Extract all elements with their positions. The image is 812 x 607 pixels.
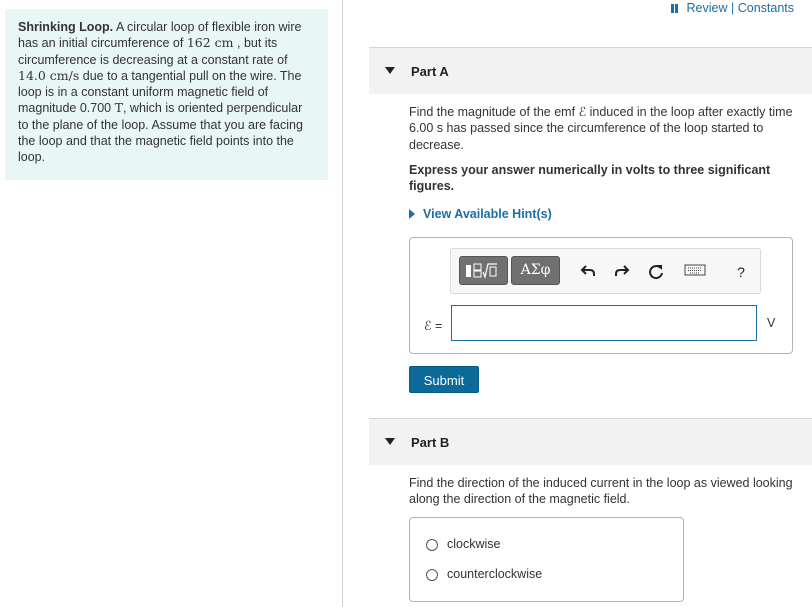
help-icon[interactable]: ? — [737, 264, 745, 280]
part-a-question — [409, 104, 812, 153]
part-b-header[interactable] — [369, 418, 812, 465]
problem-title: Shrinking Loop. — [18, 20, 114, 34]
field-unit: T — [114, 100, 123, 116]
templates-icon — [460, 257, 507, 284]
answer-box — [409, 237, 793, 354]
problem-text-2: , but its circumference is decreasing at a constant rate of — [18, 36, 288, 67]
part-b-question: Find the direction of the induced current in the loop as viewed looking along the direction of the magnetic field. — [409, 476, 793, 507]
math-toolbar — [450, 248, 761, 294]
part-a-instruction: Express your answer numerically in volts to three significant figures. — [409, 163, 771, 194]
review-icon — [671, 2, 679, 16]
initial-circumference: 162 cm — [186, 35, 234, 51]
part-a-header[interactable] — [369, 47, 812, 94]
choice-label: counterclockwise — [447, 567, 543, 581]
hint-label: View Available Hint(s) — [423, 207, 552, 221]
choice-clockwise[interactable] — [426, 537, 501, 553]
undo-icon[interactable] — [579, 263, 597, 281]
view-hints-link[interactable] — [409, 207, 552, 221]
expand-arrow-icon — [409, 209, 415, 219]
keyboard-icon[interactable] — [683, 263, 707, 281]
top-links — [671, 1, 794, 16]
choice-counterclockwise[interactable] — [426, 567, 542, 583]
problem-text-4: , which is oriented perpendicular to the plane of the loop. Assume that you are facing the loop and that the magnetic field points into the loop. — [18, 101, 303, 165]
problem-text-3: due to a tangential pull on the wire. The loop is in a constant uniform magnetic field of magnitude 0.700 — [18, 68, 302, 116]
emf-symbol: ℰ — [578, 104, 587, 119]
answer-label: ℰ = — [424, 319, 443, 333]
reset-icon[interactable] — [647, 263, 665, 281]
redo-icon[interactable] — [613, 263, 631, 281]
problem-statement — [5, 9, 328, 180]
problem-text-1: A circular loop of flexible iron wire has an initial circumference of — [18, 20, 302, 51]
radio-button[interactable] — [426, 569, 438, 581]
choice-label: clockwise — [447, 537, 501, 551]
answer-unit: V — [767, 316, 776, 330]
panel-divider — [342, 0, 343, 607]
direction-choices — [409, 517, 684, 602]
link-separator: | — [730, 1, 735, 15]
submit-button[interactable]: Submit — [409, 366, 479, 393]
collapse-triangle-icon[interactable] — [385, 67, 395, 74]
decrease-rate: 14.0 cm/s — [18, 67, 80, 83]
part-a-question-text-1: Find the magnitude of the emf — [409, 105, 576, 119]
part-a-question-text-2: induced in the loop after exactly time 6.00 s has passed since the circumference of the loop started to decrease. — [409, 105, 793, 152]
part-a-title: Part A — [411, 64, 449, 79]
constants-link[interactable]: Constants — [737, 1, 794, 15]
templates-button[interactable] — [459, 256, 508, 285]
greek-symbols-button[interactable]: ΑΣφ — [511, 256, 560, 285]
review-link[interactable]: Review — [686, 1, 728, 15]
emf-answer-input[interactable] — [451, 305, 757, 341]
radio-button[interactable] — [426, 539, 438, 551]
part-b-title: Part B — [411, 435, 450, 450]
collapse-triangle-icon[interactable] — [385, 438, 395, 445]
